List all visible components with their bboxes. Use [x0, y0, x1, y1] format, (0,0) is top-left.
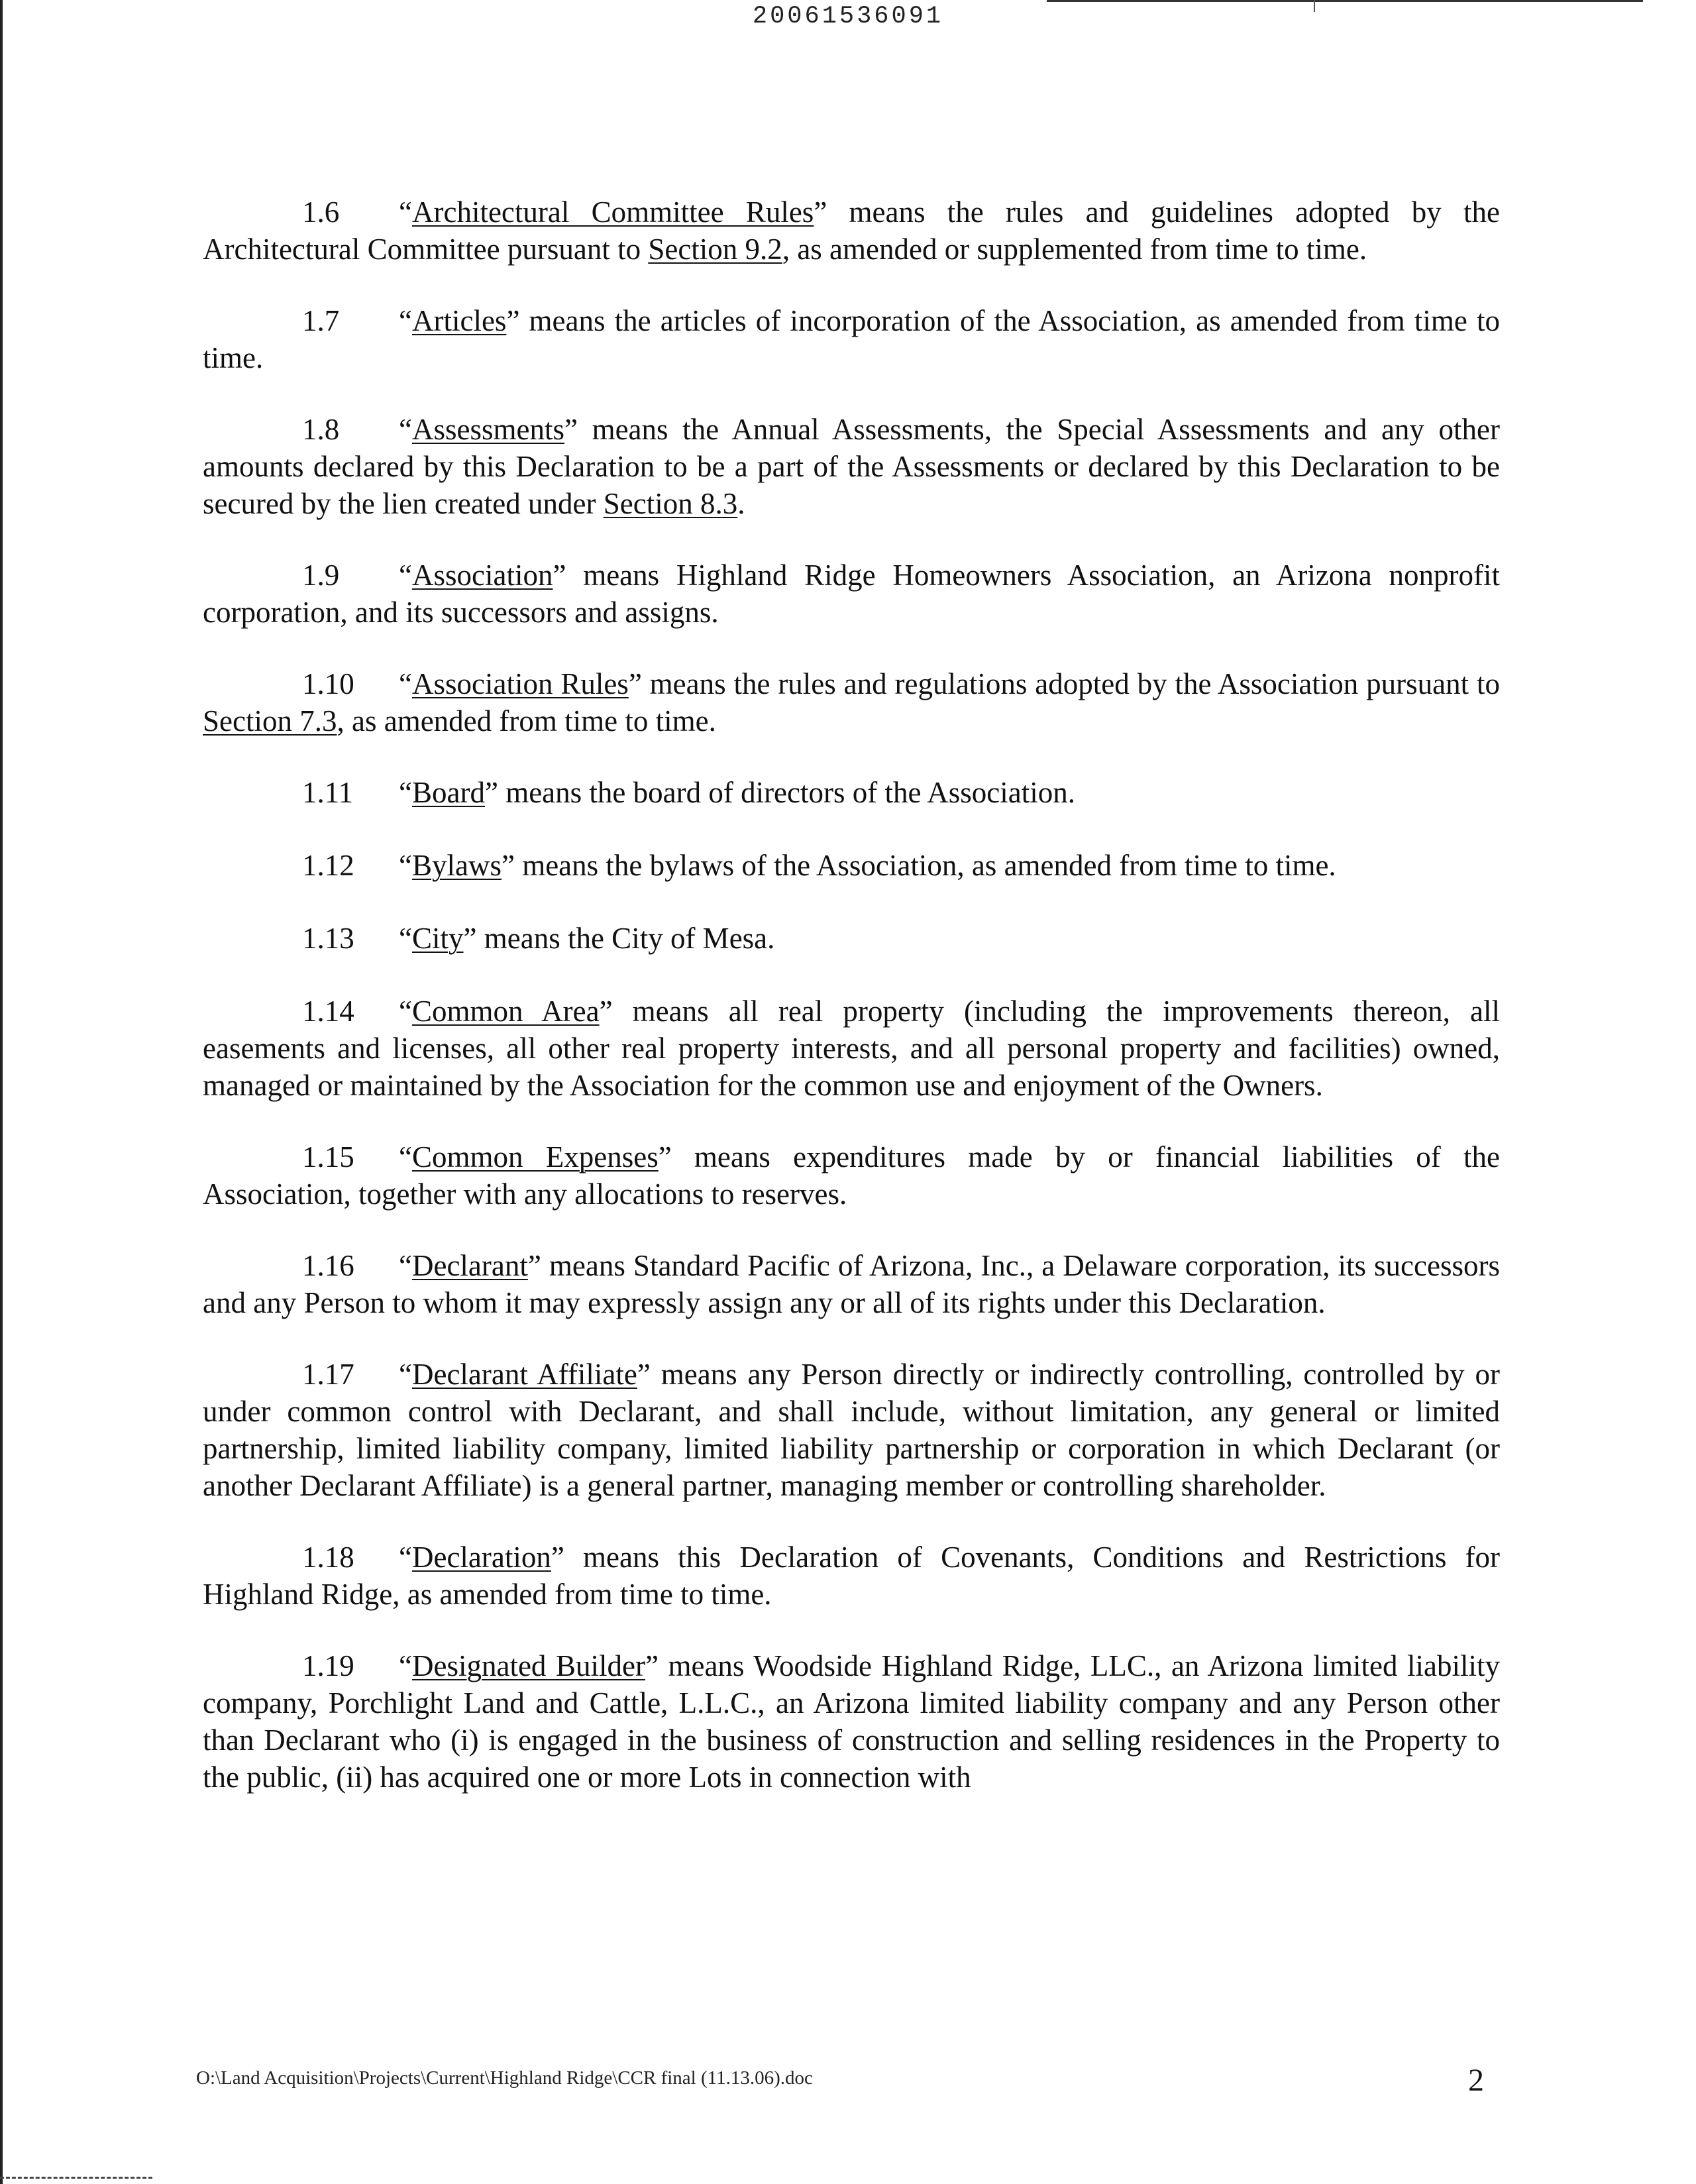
recording-number: 20061536091 — [752, 3, 944, 30]
definition-paragraph: 1.16 “Declarant” means Standard Pacific of Arizona, Inc., a Delaware corporation, its successors and any Person to whom it may expressly assign any or all of its rights under this Declaration. — [203, 1247, 1500, 1321]
definition-number: 1.19 — [302, 1649, 354, 1682]
definition-text-tail: , as amended or supplemented from time to time. — [782, 233, 1367, 266]
definition-text: ” means the bylaws of the Association, as amended from time to time. — [501, 849, 1336, 882]
definition-term: Declarant — [411, 1249, 528, 1282]
definition-text: ” means Standard Pacific of Arizona, Inc., a Delaware corporation, its successors and any Person to whom it may expressly assign any or all of its rights under this Declaration. — [203, 1249, 1500, 1319]
definition-text: ” means the City of Mesa. — [463, 922, 775, 955]
definition-text: ” means the articles of incorporation of the Association, as amended from time to time. — [203, 304, 1500, 374]
definition-number: 1.17 — [302, 1358, 354, 1391]
definition-text: ” means this Declaration of Covenants, Conditions and Restrictions for Highland Ridge, as amended from time to time. — [203, 1541, 1500, 1611]
definition-paragraph: 1.11 “Board” means the board of directors of the Association. — [203, 774, 1500, 811]
definition-term: Declaration — [411, 1541, 551, 1574]
definition-term: Designated Builder — [411, 1649, 645, 1682]
definition-text: ” means Woodside Highland Ridge, LLC., an Arizona limited liability company, Porchlight Land and Cattle, L.L.C., an Arizona limited liability company and any Person other than Declarant who (i) is engaged in the business of construction and selling residences in the Property to the public, (ii) has acquired one or more Lots in connection with — [203, 1649, 1500, 1794]
definition-paragraph: 1.19 “Designated Builder” means Woodside Highland Ridge, LLC., an Arizona limited liability company, Porchlight Land and Cattle, L.L.C., an Arizona limited liability company and any Person other than Declarant who (i) is engaged in the business of construction and selling residences in the Property to the public, (ii) has acquired one or more Lots in connection with — [203, 1647, 1500, 1796]
scan-bottom-dashes — [0, 2177, 152, 2179]
definition-term: Declarant Affiliate — [411, 1358, 637, 1391]
definition-term: Board — [411, 776, 485, 809]
section-reference: Section 8.3 — [603, 487, 738, 520]
definition-number: 1.14 — [302, 995, 354, 1028]
definition-text-tail: . — [737, 487, 745, 520]
definition-text: ” means the board of directors of the Association. — [484, 776, 1075, 809]
definition-term: Common Expenses — [411, 1140, 659, 1174]
definition-text: ” means expenditures made by or financial liabilities of the Association, together with any allocations to reserves. — [203, 1140, 1500, 1211]
definition-number: 1.11 — [302, 776, 354, 809]
definition-number: 1.12 — [302, 849, 354, 882]
definition-number: 1.9 — [302, 559, 340, 592]
definition-term: Bylaws — [411, 849, 502, 882]
definition-term: Architectural Committee Rules — [411, 195, 814, 229]
definition-text: ” means the rules and guidelines adopted by the Architectural Committee pursuant to — [203, 195, 1500, 266]
definition-number: 1.15 — [302, 1140, 354, 1174]
definition-term: Articles — [411, 304, 507, 337]
definition-text: ” means the rules and regulations adopted by the Association pursuant to — [628, 667, 1500, 700]
definition-term: Association Rules — [411, 667, 629, 700]
definition-paragraph: 1.9 “Association” means Highland Ridge Homeowners Association, an Arizona nonprofit corporation, and its successors and assigns. — [203, 557, 1500, 631]
definition-paragraph: 1.18 “Declaration” means this Declaration of Covenants, Conditions and Restrictions for Highland Ridge, as amended from time to time. — [203, 1539, 1500, 1613]
section-reference: Section 9.2 — [648, 233, 782, 266]
section-reference: Section 7.3 — [203, 704, 337, 737]
definition-paragraph: 1.12 “Bylaws” means the bylaws of the Association, as amended from time to time. — [203, 847, 1500, 884]
definition-number: 1.13 — [302, 922, 354, 955]
definition-term: City — [411, 922, 464, 955]
definition-text: ” means the Annual Assessments, the Special Assessments and any other amounts declared by this Declaration to be a part of the Assessments or declared by this Declaration to be secured by the lien created under — [203, 413, 1500, 520]
definitions-body — [203, 193, 1500, 1830]
definition-number: 1.18 — [302, 1541, 354, 1574]
definition-number: 1.6 — [302, 195, 340, 229]
definition-paragraph: 1.6 “Architectural Committee Rules” means the rules and guidelines adopted by the Architectural Committee pursuant to Section 9.2, as amended or supplemented from time to time. — [203, 193, 1500, 268]
definition-paragraph: 1.13 “City” means the City of Mesa. — [203, 920, 1500, 957]
page-number: 2 — [1468, 2063, 1484, 2098]
definition-paragraph: 1.8 “Assessments” means the Annual Assessments, the Special Assessments and any other amounts declared by this Declaration to be a part of the Assessments or declared by this Declaration to be secured by the lien created under Section 8.3. — [203, 411, 1500, 522]
definition-term: Common Area — [411, 995, 600, 1028]
definition-paragraph: 1.10 “Association Rules” means the rules and regulations adopted by the Association pursuant to Section 7.3, as amended from time to time. — [203, 665, 1500, 739]
definition-number: 1.8 — [302, 413, 340, 446]
definition-number: 1.7 — [302, 304, 340, 337]
definition-text: ” means Highland Ridge Homeowners Association, an Arizona nonprofit corporation, and its successors and assigns. — [203, 559, 1500, 629]
scan-left-edge — [0, 0, 3, 2184]
definition-paragraph: 1.15 “Common Expenses” means expenditures made by or financial liabilities of the Association, together with any allocations to reserves. — [203, 1138, 1500, 1213]
scan-top-rule — [1047, 0, 1643, 2]
definition-term: Assessments — [411, 413, 564, 446]
definition-paragraph: 1.17 “Declarant Affiliate” means any Person directly or indirectly controlling, controlled by or under common control with Declarant, and shall include, without limitation, any general or limited partnership, limited liability company, limited liability partnership or corporation in which Declarant (or another Declarant Affiliate) is a general partner, managing member or controlling shareholder. — [203, 1356, 1500, 1504]
definition-text: ” means all real property (including the improvements thereon, all easements and licenses, all other real property interests, and all personal property and facilities) owned, managed or maintained by the Association for the common use and enjoyment of the Owners. — [203, 995, 1500, 1102]
definition-text: ” means any Person directly or indirectly controlling, controlled by or under common control with Declarant, and shall include, without limitation, any general or limited partnership, limited liability company, limited liability partnership or corporation in which Declarant (or another Declarant Affiliate) is a general partner, managing member or controlling shareholder. — [203, 1358, 1500, 1502]
definition-number: 1.16 — [302, 1249, 354, 1282]
footer-file-path: O:\Land Acquisition\Projects\Current\Highland Ridge\CCR final (11.13.06).doc — [196, 2067, 813, 2089]
definition-text-tail: , as amended from time to time. — [337, 704, 716, 737]
definition-number: 1.10 — [302, 667, 354, 700]
definition-term: Association — [411, 559, 553, 592]
definition-paragraph: 1.14 “Common Area” means all real property (including the improvements thereon, all easements and licenses, all other real property interests, and all personal property and facilities) owned, managed or maintained by the Association for the common use and enjoyment of the Owners. — [203, 993, 1500, 1104]
definition-paragraph: 1.7 “Articles” means the articles of incorporation of the Association, as amended from time to time. — [203, 302, 1500, 376]
